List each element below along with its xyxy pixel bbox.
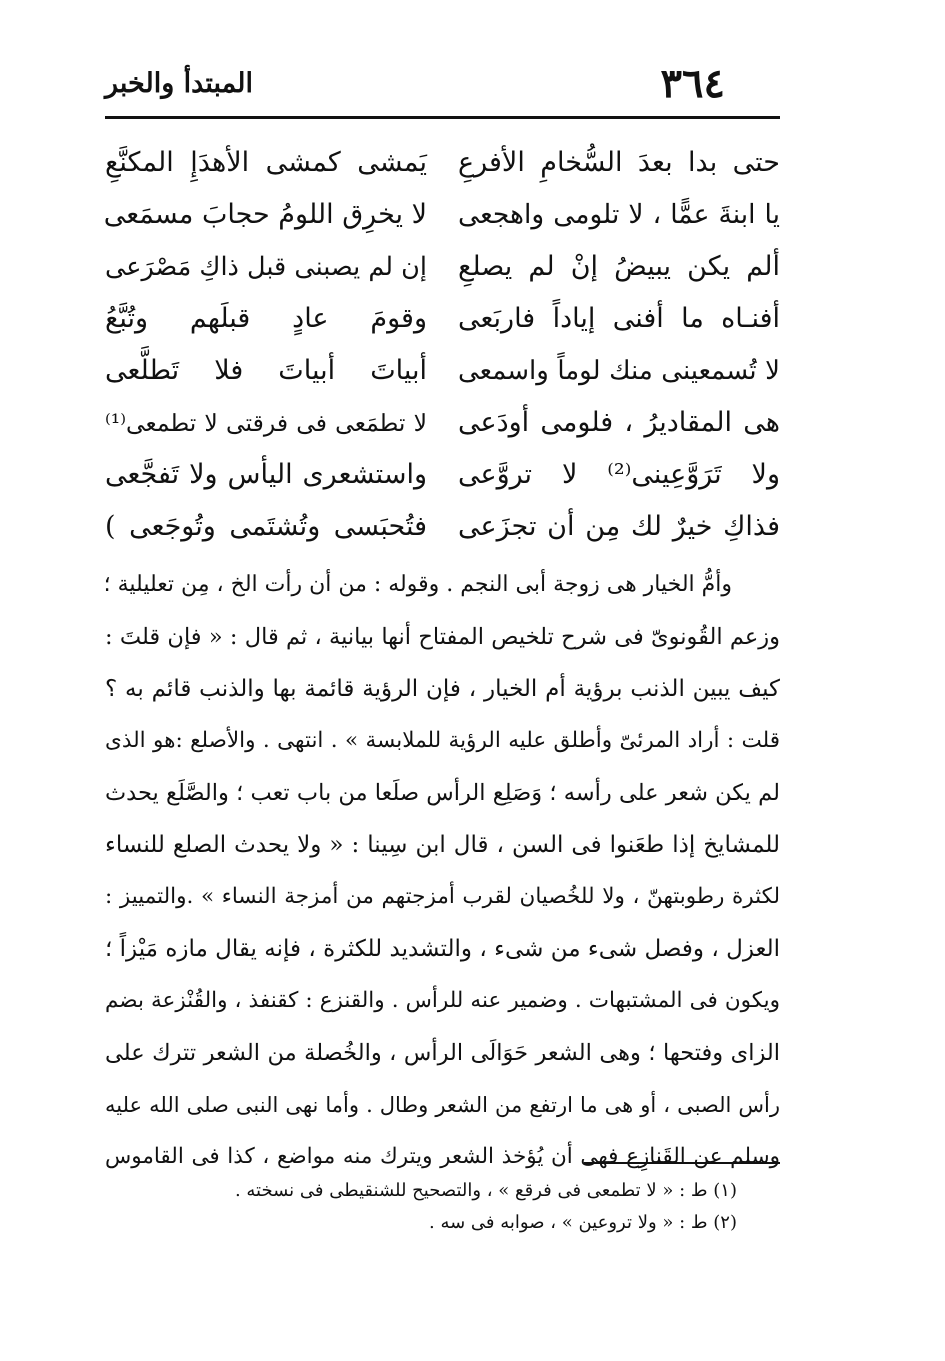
- prose-line: العزل ، وفصل شىء من شىء ، والتشديد للكثرة ، فإنه يقال مازه مَيْزاً ؛: [105, 936, 780, 962]
- header-rule: [105, 116, 780, 119]
- footnote-rule: [584, 1162, 780, 1164]
- verse-second-hemistich: وقومَ عادٍ قبلَهم وتُبَّعُ: [105, 303, 427, 334]
- verse-second-hemistich: يَمشى كمشى الأهدَإِ المكنَّعِ: [105, 147, 427, 178]
- verse-first-hemistich: يا ابنةَ عمًّا ، لا تلومى واهجعى: [458, 199, 780, 230]
- verse-first-hemistich: هى المقاديرُ ، فلومى أودَعى: [458, 407, 780, 438]
- verse-second-hemistich: أبياتَ أبياتَ فلا تَطلَّعى: [105, 355, 427, 386]
- verse-first-hemistich: ألم يكن يبيضُ إنْ لم يصلعِ: [458, 251, 780, 282]
- prose-line: لكثرة رطوبتهنّ ، ولا للخُصيان لقرب أمزجتهم من أمزجة النساء » .والتمييز :: [105, 884, 780, 909]
- verse-first-hemistich: لا تُسمعينى منك لوماً واسمعى: [458, 356, 780, 386]
- prose-line: وسلم عن القَنازِع فهى أن يُؤخذ الشعر ويترك منه مواضع ، كذا فى القاموس: [105, 1144, 780, 1169]
- verse-row: [105, 242, 780, 294]
- commentary-text: [105, 560, 780, 1184]
- verse-row: [105, 502, 780, 554]
- verse-row: [105, 450, 780, 502]
- verse-first-hemistich: ولا تَرَوَّعِينى⁽²⁾ لا تروَّعى: [458, 459, 780, 490]
- prose-line: رأس الصبى ، أو هى ما ارتفع من الشعر وطال . وأما نهى النبى صلى الله عليه: [105, 1093, 780, 1117]
- prose-line: قلت : أراد المرئىّ وأطلق عليه الرؤية للملابسة » . انتهى . والأصلع :هو الذى: [105, 728, 780, 753]
- prose-line: للمشايخ إذا طعَنوا فى السن ، قال ابن سِينا : « ولا يحدث الصلع للنساء: [105, 832, 780, 858]
- page-header: [105, 58, 780, 116]
- prose-line: ويكون فى المشتبهات . وضمير عنه للرأس . والقنزع : كقنفذ ، والقُنْزعة بضم: [105, 988, 780, 1013]
- footnote: (٢) ط : « ولا تروعين » ، صوابه فى سه .: [429, 1212, 737, 1233]
- verse-row: [105, 346, 780, 398]
- verse-row: [105, 190, 780, 242]
- verse-second-hemistich: لا يخرِق اللومُ حجابَ مسمَعى: [103, 199, 427, 230]
- running-title: المبتدأ والخبر: [105, 68, 253, 99]
- verse-row: [105, 294, 780, 346]
- prose-line: وأمُّ الخيار هى زوجة أبى النجم . وقوله : من أن رأت الخ ، مِن تعليلية ؛: [103, 572, 732, 597]
- poem-verses: [105, 138, 780, 554]
- verse-second-hemistich: لا تطمَعى فى فرقتى لا تطمعى⁽¹⁾: [105, 409, 427, 437]
- page-number: ٣٦٤: [660, 60, 725, 107]
- footnotes: [105, 1176, 737, 1240]
- verse-first-hemistich: فذاكِ خيرٌ لك مِن أن تجزَعى: [458, 511, 780, 542]
- verse-second-hemistich: فتُحبَسى وتُشتَمى وتُوجَعى ): [105, 511, 427, 542]
- verse-second-hemistich: واستشعرى اليأس ولا تَفجَّعى: [105, 459, 427, 490]
- verse-row: [105, 138, 780, 190]
- verse-first-hemistich: حتى بدا بعدَ السُّخامِ الأفرعِ: [458, 147, 780, 178]
- verse-first-hemistich: أفنـاه ما أفنى إياداً فاربَعى: [458, 303, 780, 334]
- footnote: (١) ط : « لا تطمعى فى فرقع » ، والتصحيح للشنقيطى فى نسخته .: [234, 1180, 737, 1201]
- prose-line: لم يكن شعر على رأسه ؛ وَصَلِع الرأس صلَعا من باب تعب ؛ والصَّلَع يحدث: [105, 780, 780, 806]
- verse-row: [105, 398, 780, 450]
- prose-line: الزاى وفتحها ؛ وهى الشعر حَوَالَى الرأس ، والخُصلة من الشعر تترك على: [105, 1040, 780, 1066]
- verse-second-hemistich: إن لم يصبنى قبل ذاكِ مَصْرَعى: [105, 252, 427, 282]
- prose-line: كيف يبين الذنب برؤية أم الخيار ، فإن الرؤية قائمة بها والذنب قائم به ؟: [105, 676, 780, 702]
- prose-line: وزعم القُونوىّ فى شرح تلخيص المفتاح أنها بيانية ، ثم قال : « فإن قلتَ :: [105, 624, 780, 650]
